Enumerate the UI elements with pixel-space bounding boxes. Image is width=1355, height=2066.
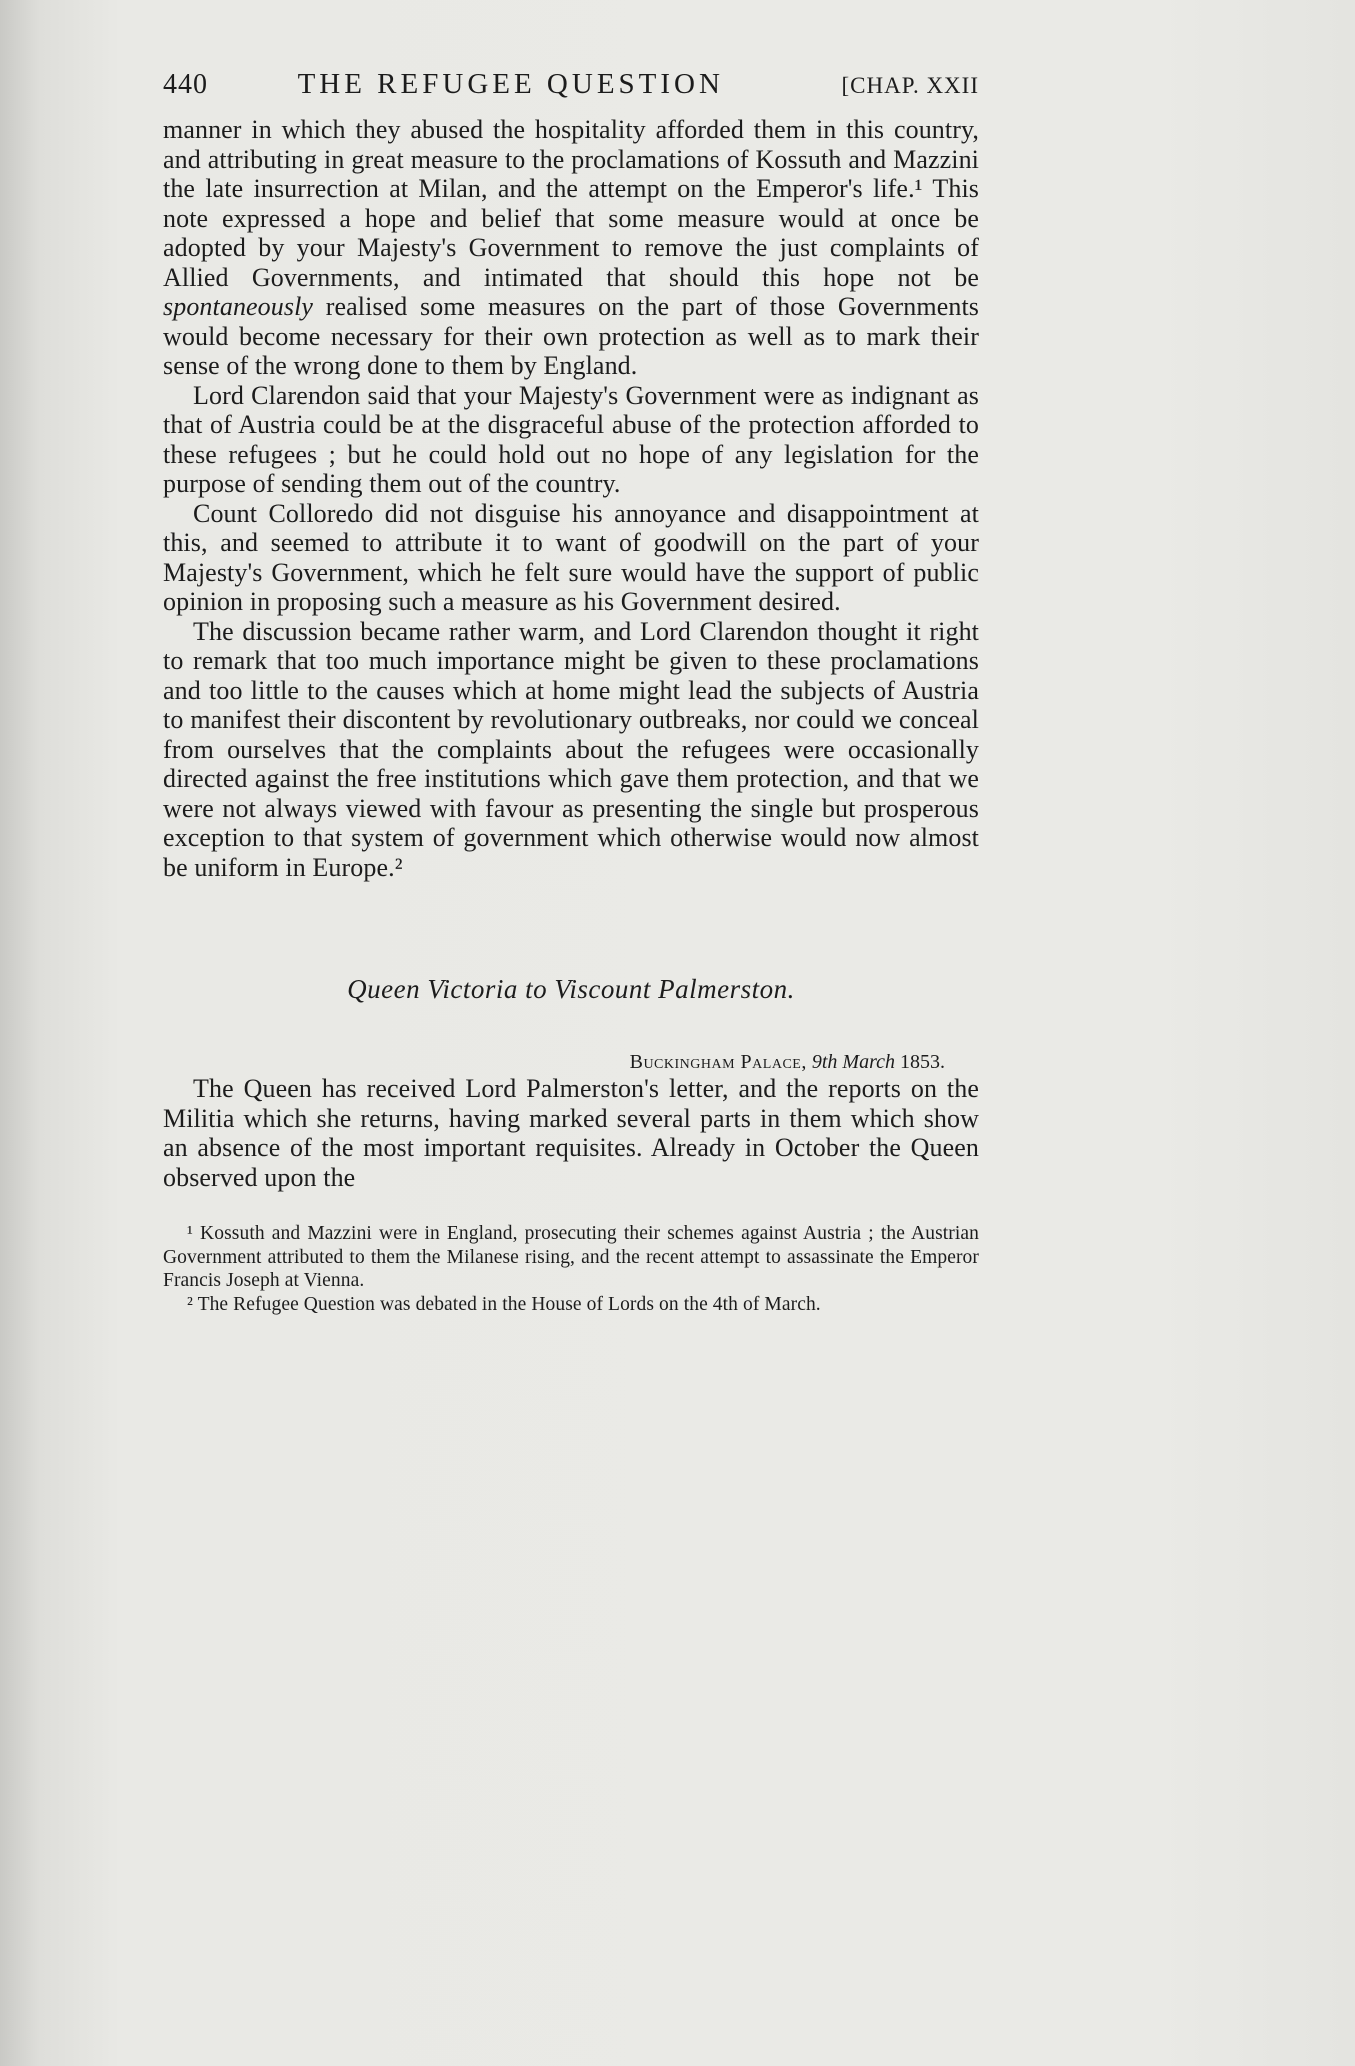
paragraph-2: Lord Clarendon said that your Majesty's Government were as indignant as that of Austria could be at the disgraceful abuse of the protection afforded to these refugees ; but he could hold out no hope of any legislation for the purpose of sending them out of the country. [163, 380, 979, 498]
paragraph-4: The discussion became rather warm, and Lord Clarendon thought it right to remark that too much importance might be given to these proclamations and too little to the causes which at home might lead the subjects of Austria to manifest their discontent by revolutionary outbreaks, nor could we conceal from ourselves that the complaints about the refugees were occasionally directed against the free institutions which gave them protection, and that we were not always viewed with favour as presenting the single but prosperous exception to that system of government which otherwise would now almost be uniform in Europe.² [163, 616, 979, 882]
dateline-date: 9th March [811, 1051, 895, 1073]
dateline-place: Buckingham Palace, [629, 1051, 807, 1073]
dateline-year: 1853. [900, 1051, 945, 1073]
running-title: THE REFUGEE QUESTION [297, 68, 724, 100]
page-header [163, 68, 979, 101]
chapter-label: [CHAP. XXII [841, 73, 979, 98]
paragraph-1-italic-word: spontaneously [163, 292, 314, 321]
book-page [163, 68, 979, 1316]
letter-section [163, 974, 979, 1192]
footnote-1: ¹ Kossuth and Mazzini were in England, prosecuting their schemes against Austria ; the Austrian Government attributed to them the Milanese rising, and the recent attempt to assassinate the Emperor Francis Joseph at Vienna. [163, 1223, 979, 1291]
paragraph-1 [163, 115, 979, 381]
footnote-2: ² The Refugee Question was debated in the House of Lords on the 4th of March. [187, 1293, 821, 1315]
paragraph-3: Count Colloredo did not disguise his annoyance and disappointment at this, and seemed to attribute it to want of goodwill on the part of your Majesty's Government, which he felt sure would have the support of public opinion in proposing such a measure as his Government desired. [163, 498, 979, 616]
body-text [163, 115, 979, 882]
paragraph-1-text-continued: realised some measures on the part of those Governments would become necessary for their own protection as well as to mark their sense of the wrong done to them by England. [163, 292, 979, 380]
letter-dateline [163, 1051, 979, 1074]
letter-paragraph: The Queen has received Lord Palmerston's letter, and the reports on the Militia which she returns, having marked several parts in them which show an absence of the most important requisites. Already in October the Queen observed upon the [163, 1074, 979, 1192]
paragraph-1-text: manner in which they abused the hospitality afforded them in this country, and attributing in great measure to the proclamations of Kossuth and Mazzini the late insurrection at Milan, and the attempt on the Emperor's life.¹ This note expressed a hope and belief that some measure would at once be adopted by your Majesty's Government to remove the just complaints of Allied Governments, and intimated that should this hope not be [163, 115, 979, 292]
letter-heading: Queen Victoria to Viscount Palmerston. [347, 974, 795, 1004]
page-number: 440 [163, 69, 208, 100]
footnotes [163, 1222, 979, 1316]
